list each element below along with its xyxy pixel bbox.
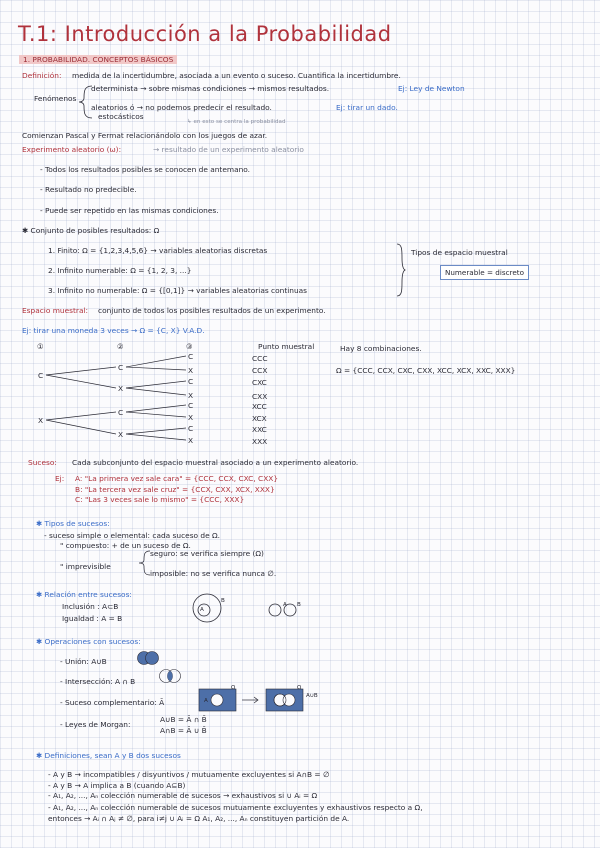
punto-muestral: XCC — [252, 402, 267, 411]
tipos-sucesos-header: ✱ Tipos de sucesos: — [36, 519, 110, 528]
morgan-ley-1: A∪B = Ā ∩ B̄ — [160, 715, 207, 724]
punto-muestral: CXC — [252, 378, 267, 387]
punto-muestral: CCX — [252, 366, 268, 375]
suceso-ejemplo-a: A: "La primera vez sale cara" = {CCC, CCX, CXC, CXX} — [75, 474, 279, 483]
complementario-omega-1: Ω — [231, 685, 236, 691]
fenomenos-estocasticos: estocásticos — [98, 112, 144, 121]
punto-muestral-header: Punto muestral — [258, 342, 315, 351]
tree-node-l3: X — [188, 413, 194, 422]
morgan-ley-2: A∩B = Ā ∪ B̄ — [160, 726, 207, 735]
espacio-label: Espacio muestral: — [22, 306, 89, 315]
suceso-ejemplo-b: B: "La tercera vez sale cruz" = {CCX, CXX, XCX, XXX} — [75, 485, 275, 494]
tree-node-l3: X — [188, 436, 194, 445]
tipos-espacio-muestral: Tipos de espacio muestral — [411, 248, 508, 257]
operacion-interseccion: - Intersección: A ∩ B — [60, 677, 136, 686]
tree-node-l2: C — [118, 363, 124, 372]
tipo-suceso-simple: - suceso simple o elemental: cada suceso de Ω. — [44, 531, 221, 540]
venn-label-b: B — [221, 598, 225, 604]
combinaciones-text: Hay 8 combinaciones. — [340, 344, 422, 353]
complementario-omega-2: Ω — [297, 685, 302, 691]
tree-node-l3: C — [188, 401, 194, 410]
tree-level-2: ② — [117, 342, 124, 351]
suceso-text: Cada subconjunto del espacio muestral asociado a un experimento aleatorio. — [72, 458, 359, 467]
tree-node-l3: C — [188, 377, 194, 386]
union-venn — [136, 650, 162, 666]
interseccion-venn — [158, 668, 184, 684]
omega-set: Ω = {CCC, CCX, CXC, CXX, XCC, XCX, XXC, XXX} — [336, 366, 516, 375]
fenomenos-determinista: determinista → sobre mismas condiciones → mismos resultados. — [91, 84, 330, 93]
venn-label-b2: B — [297, 602, 301, 608]
venn-label-a2: A — [283, 602, 287, 608]
conjunto-item-1: 1. Finito: Ω = {1,2,3,4,5,6} → variables aleatorias discretas — [48, 246, 268, 255]
experimento-item-1: - Todos los resultados posibles se conocen de antemano. — [40, 165, 251, 174]
tree-node-l1-x: X — [38, 416, 44, 425]
relacion-header: ✱ Relación entre sucesos: — [36, 590, 132, 599]
fenomenos-nota: ↳ en esto se centra la probabilidad — [187, 119, 286, 125]
fenomenos-aleatorios-ejemplo: Ej: tirar un dado. — [336, 103, 398, 112]
suceso-ejemplo-c: C: "Las 3 veces sale lo mismo" = {CCC, XXX} — [75, 495, 245, 504]
tree-node-l2: C — [118, 408, 124, 417]
punto-muestral: XXC — [252, 425, 267, 434]
punto-muestral: CCC — [252, 354, 268, 363]
tree-level-3: ③ — [186, 342, 193, 351]
experimento-label: Experimento aleatorio (ω): — [22, 145, 122, 154]
tree-node-l3: X — [188, 366, 194, 375]
fenomenos-determinista-ejemplo: Ej: Ley de Newton — [398, 84, 465, 93]
tree-node-l3: C — [188, 424, 194, 433]
complementario-union-label: A∪B — [306, 693, 318, 699]
numerable-discreto-box: Numerable = discreto — [440, 265, 529, 280]
espacio-text: conjunto de todos los posibles resultados de un experimento. — [98, 306, 326, 315]
tree-node-l3: X — [188, 391, 194, 400]
complementario-a-label: A — [204, 698, 208, 704]
definicion-item-4: - A₁, A₂, ..., Aₙ colección numerable de sucesos mutuamente excluyentes y exhaustivos respecto a Ω, — [48, 803, 423, 812]
conjunto-item-2: 2. Infinito numerable: Ω = {1, 2, 3, ...} — [48, 266, 192, 275]
conjunto-item-3: 3. Infinito no numerable: Ω = {[0,1]} → variables aleatorias continuas — [48, 286, 308, 295]
definicion-item-1: - A y B → incompatibles / disyuntivos / mutuamente excluyentes si A∩B = ∅ — [48, 770, 330, 779]
tipo-suceso-imposible: imposible: no se verifica nunca ∅. — [150, 569, 277, 578]
definicion-item-3: - A₁, A₂, ..., Aₙ colección numerable de sucesos → exhaustivos si ∪ Aᵢ = Ω — [48, 791, 318, 800]
definicion-item-2: - A y B → A implica a B (cuando A⊆B) — [48, 781, 186, 790]
relacion-inclusion: Inclusión : A⊂B — [62, 602, 119, 611]
operacion-morgan: - Leyes de Morgan: — [60, 720, 131, 729]
experimento-note: → resultado de un experimento aleatorio — [153, 145, 304, 154]
fenomenos-aleatorios: aleatorios ó → no podemos predecir el resultado. — [91, 103, 272, 112]
experimento-item-3: - Puede ser repetido en las mismas condiciones. — [40, 206, 219, 215]
section-heading: 1. PROBABILIDAD. CONCEPTOS BÁSICOS — [19, 55, 177, 64]
definicion-label: Definición: — [22, 71, 62, 80]
definicion-item-5: entonces → Aᵢ ∩ Aⱼ ≠ ∅, para i≠j ∪ Aᵢ = Ω A₁, A₂, ..., Aₙ constituyen partición de A. — [48, 814, 350, 823]
espacio-ejemplo: Ej: tirar una moneda 3 veces → Ω = {C, X} V.A.D. — [22, 326, 205, 335]
suceso-label: Suceso: — [28, 458, 57, 467]
definicion-text: medida de la incertidumbre, asociada a un evento o suceso. Cuantifica la incertidumbre. — [72, 71, 401, 80]
punto-muestral: XXX — [252, 437, 268, 446]
definiciones-header: ✱ Definiciones, sean A y B dos sucesos — [36, 751, 181, 760]
tipo-suceso-compuesto: " compuesto: + de un suceso de Ω. — [60, 541, 191, 550]
tipo-suceso-imprevisible: " imprevisible — [60, 562, 111, 571]
punto-muestral: XCX — [252, 414, 267, 423]
suceso-ej-label: Ej: — [55, 474, 65, 483]
tree-node-l2: X — [118, 430, 124, 439]
conjunto-header: ✱ Conjunto de posibles resultados: Ω — [22, 226, 160, 235]
venn-label-a: A — [200, 607, 204, 613]
complementario-venn — [198, 686, 323, 714]
historia-text: Comienzan Pascal y Fermat relacionándolo con los juegos de azar. — [22, 131, 268, 140]
punto-muestral: CXX — [252, 392, 268, 401]
tree-level-1: ① — [37, 342, 44, 351]
tree-node-l2: X — [118, 384, 124, 393]
page-title: T.1: Introducción a la Probabilidad — [18, 22, 392, 46]
operacion-complementario: - Suceso complementario: Ā — [60, 698, 165, 707]
tree-node-l3: C — [188, 352, 194, 361]
experimento-item-2: - Resultado no predecible. — [40, 185, 137, 194]
fenomenos-label: Fenómenos — [34, 94, 77, 103]
operaciones-header: ✱ Operaciones con sucesos: — [36, 637, 141, 646]
operacion-union: - Unión: A∪B — [60, 657, 107, 666]
tree-node-l1-c: C — [38, 371, 44, 380]
tipo-suceso-seguro: seguro: se verifica siempre (Ω) — [150, 549, 264, 558]
relacion-igualdad: Igualdad : A = B — [62, 614, 123, 623]
